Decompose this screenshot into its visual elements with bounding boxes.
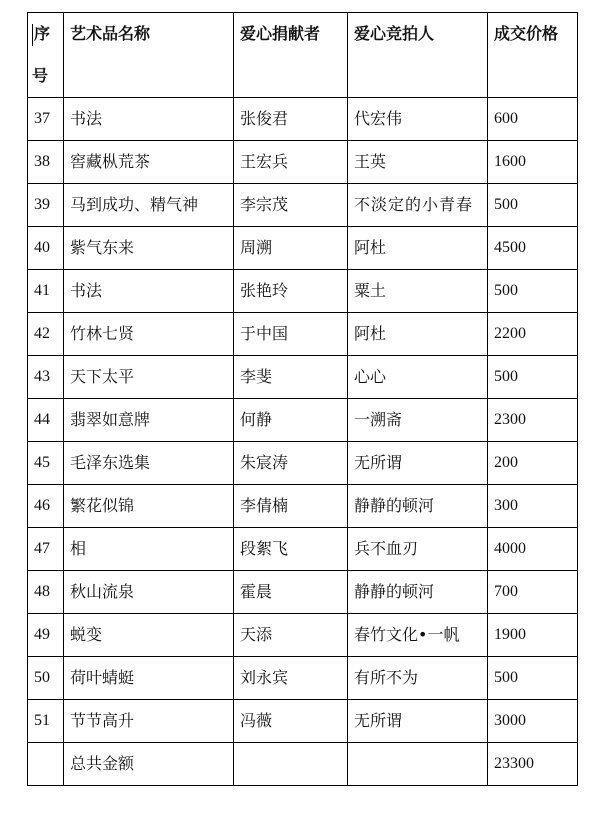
auction-results-table <box>27 12 578 786</box>
sale-price: 3000 <box>488 700 578 743</box>
table-row <box>28 227 578 270</box>
bidder-name: 无所谓 <box>348 442 488 485</box>
table-header-row <box>28 13 578 98</box>
table-row <box>28 356 578 399</box>
header-bidder: 爱心竞拍人 <box>348 13 488 98</box>
donor-name: 张俊君 <box>234 98 348 141</box>
sale-price: 500 <box>488 270 578 313</box>
table-row <box>28 184 578 227</box>
table-row <box>28 657 578 700</box>
row-number: 42 <box>28 313 64 356</box>
row-number: 38 <box>28 141 64 184</box>
sale-price: 600 <box>488 98 578 141</box>
row-number: 49 <box>28 614 64 657</box>
donor-name: 霍晨 <box>234 571 348 614</box>
header-donor: 爱心捐献者 <box>234 13 348 98</box>
donor-name: 刘永宾 <box>234 657 348 700</box>
artwork-name: 窖藏枞荒茶 <box>64 141 234 184</box>
sale-price: 300 <box>488 485 578 528</box>
donor-name: 张艳玲 <box>234 270 348 313</box>
bidder-name: 阿杜 <box>348 227 488 270</box>
table-row <box>28 485 578 528</box>
artwork-name: 天下太平 <box>64 356 234 399</box>
header-price: 成交价格 <box>488 13 578 98</box>
table-row <box>28 700 578 743</box>
row-number: 39 <box>28 184 64 227</box>
donor-name: 李宗茂 <box>234 184 348 227</box>
artwork-name: 书法 <box>64 270 234 313</box>
table-row <box>28 98 578 141</box>
total-empty-cell <box>234 743 348 786</box>
bidder-name: 粟土 <box>348 270 488 313</box>
row-number: 45 <box>28 442 64 485</box>
table-row <box>28 270 578 313</box>
artwork-name: 紫气东来 <box>64 227 234 270</box>
row-number: 46 <box>28 485 64 528</box>
bidder-name: 静静的顿河 <box>348 485 488 528</box>
header-artwork-name: 艺术品名称 <box>64 13 234 98</box>
bidder-name: 王英 <box>348 141 488 184</box>
artwork-name: 节节高升 <box>64 700 234 743</box>
bidder-name: 无所谓 <box>348 700 488 743</box>
bidder-name: 兵不血刃 <box>348 528 488 571</box>
bidder-name: 不淡定的小青春 <box>348 184 488 227</box>
donor-name: 李斐 <box>234 356 348 399</box>
donor-name: 天添 <box>234 614 348 657</box>
table-row <box>28 313 578 356</box>
bidder-name: 一溯斋 <box>348 399 488 442</box>
donor-name: 段絮飞 <box>234 528 348 571</box>
bidder-name: 代宏伟 <box>348 98 488 141</box>
row-number: 47 <box>28 528 64 571</box>
row-number: 48 <box>28 571 64 614</box>
bidder-name: 静静的顿河 <box>348 571 488 614</box>
donor-name: 周溯 <box>234 227 348 270</box>
donor-name: 冯薇 <box>234 700 348 743</box>
artwork-name: 蜕变 <box>64 614 234 657</box>
sale-price: 500 <box>488 657 578 700</box>
sale-price: 2200 <box>488 313 578 356</box>
total-label: 总共金额 <box>64 743 234 786</box>
header-seq: 序 号 <box>28 13 64 98</box>
table-row <box>28 399 578 442</box>
donor-name: 朱宸涛 <box>234 442 348 485</box>
artwork-name: 翡翠如意牌 <box>64 399 234 442</box>
artwork-name: 马到成功、精气神 <box>64 184 234 227</box>
table-row <box>28 571 578 614</box>
table-row <box>28 614 578 657</box>
artwork-name: 荷叶蜻蜓 <box>64 657 234 700</box>
sale-price: 500 <box>488 356 578 399</box>
donor-name: 于中国 <box>234 313 348 356</box>
total-empty-cell <box>348 743 488 786</box>
artwork-name: 相 <box>64 528 234 571</box>
donor-name: 王宏兵 <box>234 141 348 184</box>
row-number: 41 <box>28 270 64 313</box>
sale-price: 200 <box>488 442 578 485</box>
sale-price: 500 <box>488 184 578 227</box>
total-row <box>28 743 578 786</box>
row-number: 43 <box>28 356 64 399</box>
row-number: 40 <box>28 227 64 270</box>
table-row <box>28 141 578 184</box>
row-number: 44 <box>28 399 64 442</box>
artwork-name: 繁花似锦 <box>64 485 234 528</box>
row-number: 50 <box>28 657 64 700</box>
bidder-name: 春竹文化•一帆 <box>348 614 488 657</box>
donor-name: 李倩楠 <box>234 485 348 528</box>
text-cursor <box>32 24 33 46</box>
sale-price: 1600 <box>488 141 578 184</box>
bidder-name: 阿杜 <box>348 313 488 356</box>
sale-price: 2300 <box>488 399 578 442</box>
sale-price: 4000 <box>488 528 578 571</box>
table-row <box>28 442 578 485</box>
artwork-name: 竹林七贤 <box>64 313 234 356</box>
row-number: 51 <box>28 700 64 743</box>
donor-name: 何静 <box>234 399 348 442</box>
bidder-name: 心心 <box>348 356 488 399</box>
artwork-name: 秋山流泉 <box>64 571 234 614</box>
sale-price: 700 <box>488 571 578 614</box>
sale-price: 1900 <box>488 614 578 657</box>
artwork-name: 毛泽东选集 <box>64 442 234 485</box>
total-seq-cell <box>28 743 64 786</box>
bidder-name: 有所不为 <box>348 657 488 700</box>
row-number: 37 <box>28 98 64 141</box>
table-row <box>28 528 578 571</box>
artwork-name: 书法 <box>64 98 234 141</box>
sale-price: 4500 <box>488 227 578 270</box>
total-amount: 23300 <box>488 743 578 786</box>
